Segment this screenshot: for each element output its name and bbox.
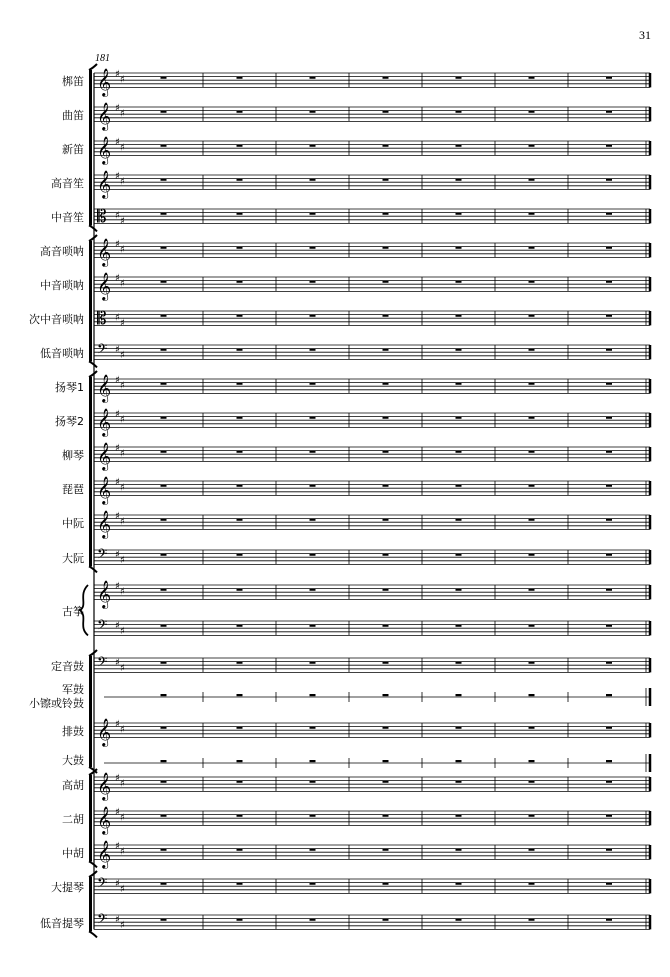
instrument-label: 高音唢呐 <box>40 245 84 259</box>
measure-rest <box>606 281 612 283</box>
measure-rest <box>310 727 316 729</box>
measure-rest <box>383 849 389 851</box>
measure-rest <box>529 179 535 181</box>
section-bracket <box>89 877 92 931</box>
bracket-hook <box>89 650 97 656</box>
measure-rest <box>456 281 462 283</box>
bracket-hook <box>89 225 97 231</box>
measure-rest <box>606 815 612 817</box>
measure-rest <box>606 451 612 453</box>
treble-clef: 𝄞 <box>97 170 112 198</box>
measure-rest <box>161 760 167 762</box>
measure-rest <box>456 77 462 79</box>
measure-rest <box>161 213 167 215</box>
measure-rest <box>383 77 389 79</box>
measure-rest <box>383 281 389 283</box>
sharp-sign: ♯ <box>115 581 120 592</box>
instrument-label: 扬琴2 <box>55 415 84 429</box>
measure-rest <box>237 694 243 696</box>
sharp-sign: ♯ <box>115 312 120 324</box>
measure-rest <box>237 315 243 317</box>
measure-rest <box>310 77 316 79</box>
measure-rest <box>606 849 612 851</box>
measure-rest <box>310 213 316 215</box>
measure-rest <box>237 760 243 762</box>
treble-clef: 𝄞 <box>97 408 112 436</box>
measure-rest <box>529 247 535 249</box>
measure-rest <box>310 145 316 147</box>
section-bracket <box>89 775 92 861</box>
measure-rest <box>383 760 389 762</box>
bracket-hook <box>89 871 97 877</box>
measure-rest <box>529 519 535 521</box>
instrument-label: 低音唢呐 <box>40 347 84 361</box>
sharp-sign: ♯ <box>120 663 125 674</box>
sharp-sign: ♯ <box>120 626 125 637</box>
measure-rest <box>383 247 389 249</box>
measure-rest <box>310 625 316 627</box>
measure-rest <box>529 589 535 591</box>
section-bracket <box>89 377 92 566</box>
measure-rest <box>237 727 243 729</box>
sharp-sign: ♯ <box>115 620 120 632</box>
instrument-label: 高音笙 <box>51 177 84 191</box>
sharp-sign: ♯ <box>115 549 120 561</box>
measure-rest <box>310 315 316 317</box>
sharp-sign: ♯ <box>115 239 120 250</box>
measure-rest <box>456 417 462 419</box>
measure-rest <box>456 451 462 453</box>
sharp-sign: ♯ <box>120 516 125 528</box>
measure-rest <box>456 781 462 783</box>
measure-rest <box>237 77 243 79</box>
instrument-label-snare: 军鼓 <box>62 683 84 696</box>
sharp-sign: ♯ <box>115 657 120 669</box>
measure-rest <box>237 281 243 283</box>
instrument-label: 中胡 <box>62 847 84 861</box>
sharp-sign: ♯ <box>115 344 120 356</box>
measure-rest <box>237 883 243 885</box>
sharp-sign: ♯ <box>115 409 120 420</box>
measure-rest <box>161 315 167 317</box>
bracket-hook <box>89 235 97 241</box>
measure-rest <box>161 919 167 921</box>
measure-rest <box>310 760 316 762</box>
measure-rest <box>456 213 462 215</box>
measure-rest <box>237 383 243 385</box>
sharp-sign: ♯ <box>115 477 120 488</box>
measure-rest <box>237 213 243 215</box>
measure-rest <box>606 77 612 79</box>
treble-clef: 𝄞 <box>97 374 112 402</box>
treble-clef: 𝄞 <box>97 272 112 300</box>
instrument-label: 低音提琴 <box>40 917 84 931</box>
measure-rest <box>383 883 389 885</box>
measure-rest <box>606 883 612 885</box>
measure-rest <box>383 662 389 664</box>
measure-rest <box>529 77 535 79</box>
measure-rest <box>161 815 167 817</box>
measure-rest <box>606 485 612 487</box>
measure-rest <box>383 417 389 419</box>
measure-rest <box>237 519 243 521</box>
measure-rest <box>383 383 389 385</box>
treble-clef: 𝄞 <box>97 772 112 800</box>
measure-rest <box>161 383 167 385</box>
instrument-label: 古筝 <box>62 605 84 619</box>
measure-rest <box>310 485 316 487</box>
measure-rest <box>456 694 462 696</box>
measure-rest <box>606 519 612 521</box>
measure-rest <box>237 662 243 664</box>
measure-rest <box>383 315 389 317</box>
measure-rest <box>383 349 389 351</box>
measure-rest <box>237 485 243 487</box>
measure-rest <box>161 883 167 885</box>
measure-rest <box>237 111 243 113</box>
treble-clef: 𝄞 <box>97 68 112 96</box>
measure-rest <box>383 451 389 453</box>
measure-rest <box>161 179 167 181</box>
sharp-sign: ♯ <box>115 807 120 818</box>
bass-clef: 𝄢 <box>97 654 108 673</box>
measure-rest <box>606 213 612 215</box>
measure-rest <box>529 281 535 283</box>
treble-clef: 𝄞 <box>97 238 112 266</box>
measure-rest <box>310 383 316 385</box>
measure-rest <box>310 849 316 851</box>
bracket-hook <box>89 861 97 867</box>
measure-rest <box>456 662 462 664</box>
measure-rest <box>237 849 243 851</box>
instrument-label: 中音唢呐 <box>40 279 84 293</box>
bass-clef: 𝄢 <box>97 617 108 636</box>
treble-clef: 𝄞 <box>97 442 112 470</box>
measure-rest <box>529 485 535 487</box>
measure-rest <box>161 485 167 487</box>
measure-rest <box>529 213 535 215</box>
sharp-sign: ♯ <box>120 74 125 86</box>
measure-rest <box>456 760 462 762</box>
measure-rest <box>456 247 462 249</box>
measure-rest <box>606 145 612 147</box>
measure-rest <box>237 625 243 627</box>
instrument-label: 排鼓 <box>62 725 84 739</box>
measure-rest <box>606 589 612 591</box>
sharp-sign: ♯ <box>120 724 125 736</box>
measure-rest <box>161 77 167 79</box>
measure-rest <box>606 662 612 664</box>
measure-rest <box>310 179 316 181</box>
alto-clef: 𝄡 <box>97 309 107 329</box>
sharp-sign: ♯ <box>120 414 125 426</box>
measure-rest <box>383 727 389 729</box>
measure-rest <box>310 451 316 453</box>
measure-rest <box>456 727 462 729</box>
measure-rest <box>310 883 316 885</box>
measure-rest <box>529 315 535 317</box>
measure-rest <box>383 179 389 181</box>
measure-rest <box>529 383 535 385</box>
measure-rest <box>310 694 316 696</box>
instrument-label: 扬琴1 <box>55 381 84 395</box>
measure-rest <box>310 781 316 783</box>
sharp-sign: ♯ <box>120 350 125 361</box>
section-bracket <box>89 70 92 225</box>
sharp-sign: ♯ <box>115 443 120 454</box>
measure-rest <box>383 145 389 147</box>
measure-rest <box>161 111 167 113</box>
measure-rest <box>237 145 243 147</box>
sharp-sign: ♯ <box>115 878 120 890</box>
sharp-sign: ♯ <box>120 482 125 494</box>
instrument-label-cymbal: 小镲或铃鼓 <box>29 697 84 710</box>
sharp-sign: ♯ <box>115 171 120 182</box>
measure-rest <box>383 815 389 817</box>
bracket-hook <box>89 566 97 572</box>
measure-rest <box>529 417 535 419</box>
instrument-label: 柳琴 <box>62 449 84 463</box>
measure-rest <box>456 554 462 556</box>
instrument-label: 二胡 <box>62 813 84 827</box>
measure-rest <box>456 349 462 351</box>
treble-clef: 𝄞 <box>97 136 112 164</box>
measure-rest <box>456 485 462 487</box>
sharp-sign: ♯ <box>120 884 125 895</box>
sharp-sign: ♯ <box>120 448 125 460</box>
page-number: 31 <box>639 28 651 42</box>
bass-clef: 𝄢 <box>97 911 108 930</box>
bass-clef: 𝄢 <box>97 341 108 360</box>
instrument-label: 大提琴 <box>51 881 84 895</box>
sharp-sign: ♯ <box>115 137 120 148</box>
section-bracket <box>89 656 92 767</box>
measure-rest <box>456 179 462 181</box>
sharp-sign: ♯ <box>115 103 120 114</box>
measure-rest <box>529 662 535 664</box>
measure-rest <box>383 919 389 921</box>
measure-rest <box>161 625 167 627</box>
bass-clef: 𝄢 <box>97 875 108 894</box>
measure-rest <box>237 919 243 921</box>
measure-rest <box>529 815 535 817</box>
sharp-sign: ♯ <box>115 841 120 852</box>
bracket-hook <box>89 931 97 937</box>
sharp-sign: ♯ <box>115 914 120 926</box>
instrument-label: 大鼓 <box>62 754 84 767</box>
measure-rest <box>161 589 167 591</box>
measure-rest <box>310 919 316 921</box>
measure-rest <box>456 815 462 817</box>
measure-rest <box>161 727 167 729</box>
sharp-sign: ♯ <box>120 586 125 598</box>
measure-rest <box>529 554 535 556</box>
measure-rest <box>161 281 167 283</box>
measure-rest <box>310 662 316 664</box>
measure-rest <box>456 919 462 921</box>
measure-rest <box>606 383 612 385</box>
measure-rest <box>161 247 167 249</box>
measure-rest <box>529 349 535 351</box>
instrument-label: 次中音唢呐 <box>29 313 84 327</box>
measure-rest <box>529 727 535 729</box>
measure-rest <box>310 281 316 283</box>
measure-rest <box>606 727 612 729</box>
measure-rest <box>606 417 612 419</box>
instrument-label: 高胡 <box>62 779 84 793</box>
measure-rest <box>383 213 389 215</box>
instrument-label: 中阮 <box>62 517 84 531</box>
treble-clef: 𝄞 <box>97 718 112 746</box>
measure-rest <box>606 919 612 921</box>
measure-rest <box>383 554 389 556</box>
treble-clef: 𝄞 <box>97 580 112 608</box>
measure-rest <box>456 519 462 521</box>
treble-clef: 𝄞 <box>97 840 112 868</box>
measure-rest <box>161 451 167 453</box>
sharp-sign: ♯ <box>120 317 125 329</box>
measure-rest <box>237 179 243 181</box>
measure-rest <box>310 554 316 556</box>
measure-rest <box>310 247 316 249</box>
sharp-sign: ♯ <box>120 278 125 290</box>
measure-rest <box>237 451 243 453</box>
measure-rest <box>383 519 389 521</box>
measure-rest <box>529 919 535 921</box>
bracket-hook <box>89 361 97 367</box>
measure-rest <box>383 694 389 696</box>
alto-clef: 𝄡 <box>97 207 107 227</box>
measure-rest <box>310 349 316 351</box>
instrument-label: 中音笙 <box>51 211 84 225</box>
measure-rest <box>606 554 612 556</box>
measure-rest <box>310 815 316 817</box>
measure-rest <box>456 625 462 627</box>
sharp-sign: ♯ <box>120 142 125 154</box>
sharp-sign: ♯ <box>120 555 125 566</box>
measure-rest <box>383 589 389 591</box>
instrument-label: 梆笛 <box>62 75 84 89</box>
measure-rest <box>383 781 389 783</box>
sharp-sign: ♯ <box>115 773 120 784</box>
sharp-sign: ♯ <box>120 244 125 256</box>
measure-rest <box>161 519 167 521</box>
measure-rest <box>529 694 535 696</box>
sharp-sign: ♯ <box>115 69 120 80</box>
measure-rest <box>310 111 316 113</box>
sharp-sign: ♯ <box>115 719 120 730</box>
measure-rest <box>456 111 462 113</box>
sharp-sign: ♯ <box>120 108 125 120</box>
measure-rest <box>237 815 243 817</box>
sharp-sign: ♯ <box>115 273 120 284</box>
measure-rest <box>529 451 535 453</box>
treble-clef: 𝄞 <box>97 102 112 130</box>
measure-rest <box>237 349 243 351</box>
measure-rest <box>456 315 462 317</box>
measure-rest <box>310 589 316 591</box>
measure-rest <box>606 781 612 783</box>
measure-rest <box>161 781 167 783</box>
measure-rest <box>529 145 535 147</box>
measure-rest <box>161 145 167 147</box>
measure-rest <box>456 883 462 885</box>
instrument-label: 曲笛 <box>62 109 84 123</box>
sharp-sign: ♯ <box>120 812 125 824</box>
bracket-hook <box>89 64 97 70</box>
measure-rest <box>606 625 612 627</box>
instrument-label: 琵琶 <box>62 483 84 497</box>
measure-rest <box>237 417 243 419</box>
sharp-sign: ♯ <box>120 176 125 188</box>
measure-rest <box>529 625 535 627</box>
measure-rest <box>161 849 167 851</box>
measure-rest <box>161 349 167 351</box>
measure-rest <box>383 111 389 113</box>
measure-rest <box>529 111 535 113</box>
bass-clef: 𝄢 <box>97 546 108 565</box>
sharp-sign: ♯ <box>115 210 120 222</box>
measure-rest <box>606 111 612 113</box>
bracket-hook <box>89 371 97 377</box>
measure-rest <box>161 662 167 664</box>
measure-rest <box>606 760 612 762</box>
sharp-sign: ♯ <box>115 511 120 522</box>
measure-rest <box>161 694 167 696</box>
sharp-sign: ♯ <box>120 846 125 858</box>
measure-rest <box>383 625 389 627</box>
measure-rest <box>606 694 612 696</box>
measure-rest <box>606 349 612 351</box>
sharp-sign: ♯ <box>120 215 125 227</box>
sharp-sign: ♯ <box>115 375 120 386</box>
treble-clef: 𝄞 <box>97 510 112 538</box>
measure-rest <box>529 781 535 783</box>
measure-rest <box>606 247 612 249</box>
measure-rest <box>606 315 612 317</box>
treble-clef: 𝄞 <box>97 476 112 504</box>
instrument-label: 大阮 <box>62 552 84 566</box>
measure-rest <box>529 760 535 762</box>
measure-number: 181 <box>95 53 110 64</box>
measure-rest <box>456 145 462 147</box>
treble-clef: 𝄞 <box>97 806 112 834</box>
measure-rest <box>456 383 462 385</box>
section-bracket <box>89 241 92 361</box>
sharp-sign: ♯ <box>120 380 125 392</box>
measure-rest <box>606 179 612 181</box>
measure-rest <box>456 589 462 591</box>
measure-rest <box>383 485 389 487</box>
measure-rest <box>529 883 535 885</box>
measure-rest <box>161 417 167 419</box>
instrument-label: 新笛 <box>62 143 84 157</box>
measure-rest <box>161 554 167 556</box>
measure-rest <box>237 554 243 556</box>
measure-rest <box>456 849 462 851</box>
sharp-sign: ♯ <box>120 778 125 790</box>
measure-rest <box>529 849 535 851</box>
sharp-sign: ♯ <box>120 920 125 931</box>
measure-rest <box>237 589 243 591</box>
measure-rest <box>237 247 243 249</box>
measure-rest <box>310 417 316 419</box>
instrument-label: 定音鼓 <box>51 660 84 674</box>
measure-rest <box>237 781 243 783</box>
measure-rest <box>310 519 316 521</box>
